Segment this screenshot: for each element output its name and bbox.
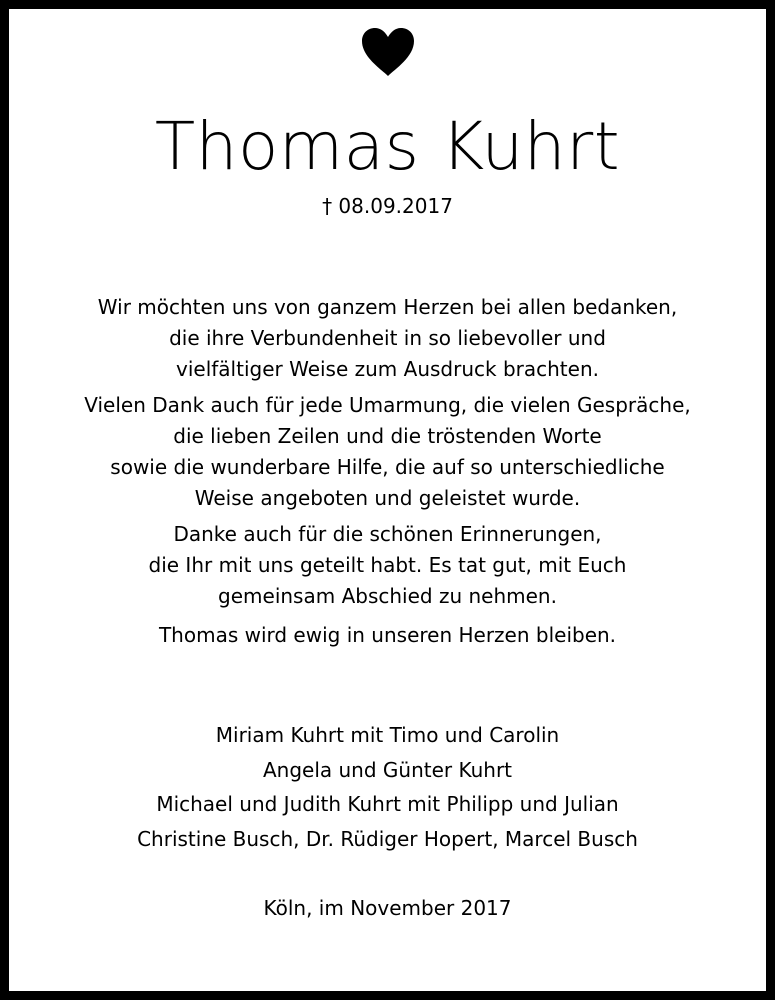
signer-line: Angela und Günter Kuhrt bbox=[262, 757, 513, 782]
paragraph-line: Thomas wird ewig in unseren Herzen bleiben. bbox=[158, 623, 617, 647]
thanks-paragraph-1 bbox=[49, 292, 726, 385]
thanks-paragraph-3 bbox=[49, 519, 726, 612]
paragraph-line: die lieben Zeilen und die tröstenden Worte bbox=[173, 424, 602, 448]
signers-list bbox=[49, 718, 726, 856]
paragraph-line: Danke auch für die schönen Erinnerungen, bbox=[173, 522, 602, 546]
paragraph-line: Wir möchten uns von ganzem Herzen bei allen bedanken, bbox=[97, 295, 678, 319]
death-date: † 08.09.2017 bbox=[322, 194, 453, 218]
paragraph-line: die ihre Verbundenheit in so liebevoller und bbox=[169, 326, 606, 350]
closing-sentence bbox=[49, 620, 726, 651]
heart-icon bbox=[361, 27, 415, 77]
paragraph-line: gemeinsam Abschied zu nehmen. bbox=[218, 584, 557, 608]
deceased-name: Thomas Kuhrt bbox=[154, 108, 621, 185]
place-and-date: Köln, im November 2017 bbox=[263, 896, 512, 920]
paragraph-line: Weise angeboten und geleistet wurde. bbox=[194, 486, 581, 510]
signer-line: Michael und Judith Kuhrt mit Philipp und Julian bbox=[156, 792, 619, 816]
paragraph-line: die Ihr mit uns geteilt habt. Es tat gut, mit Euch bbox=[148, 553, 627, 577]
signer-line: Christine Busch, Dr. Rüdiger Hopert, Marcel Busch bbox=[137, 826, 638, 851]
paragraph-line: Vielen Dank auch für jede Umarmung, die vielen Gespräche, bbox=[84, 393, 691, 417]
paragraph-line: sowie die wunderbare Hilfe, die auf so unterschiedliche bbox=[110, 455, 665, 479]
paragraph-line: vielfältiger Weise zum Ausdruck brachten. bbox=[176, 357, 599, 381]
signer-line: Miriam Kuhrt mit Timo und Carolin bbox=[215, 723, 560, 747]
thanks-paragraph-2 bbox=[49, 390, 726, 514]
